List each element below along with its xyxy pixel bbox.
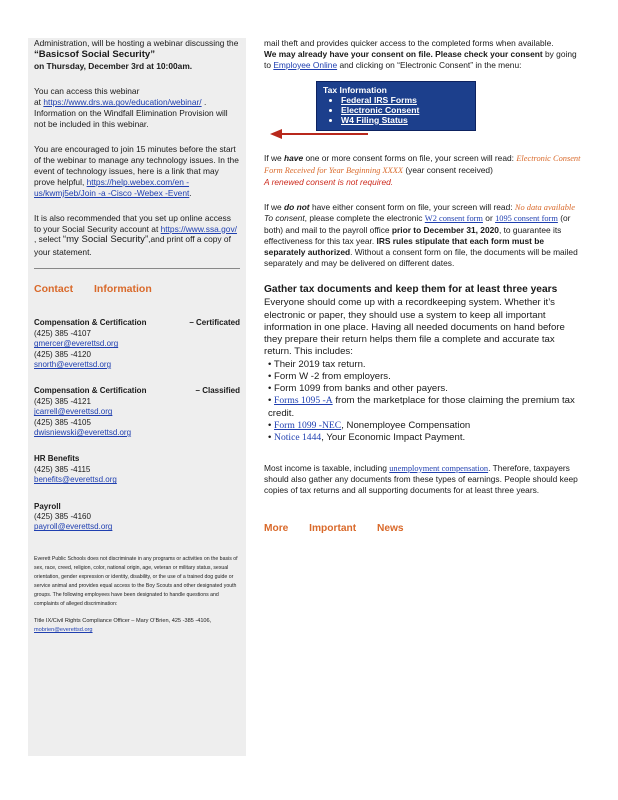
contact-phone: (425) 385 -4105 — [34, 417, 91, 427]
renewed-note: A renewed consent is not required. — [264, 176, 394, 187]
consent-received-message: Electronic Consent Form Received for Year Beginning XXXX — [264, 153, 581, 175]
contact-email-link[interactable]: jcarrell@everettsd.org — [34, 407, 113, 417]
contact-title: Payroll — [34, 501, 61, 511]
contact-title: HR Benefits — [34, 454, 80, 464]
list-item: • Notice 1444, Your Economic Impact Payment. — [268, 432, 466, 444]
ssa-link[interactable]: https://www.ssa.gov/ — [160, 223, 237, 234]
contact-phone: (425) 385 -4160 — [34, 511, 91, 521]
contact-phone: (425) 385 -4107 — [34, 328, 91, 338]
contact-block — [34, 318, 240, 370]
no-consent-paragraph: If we do not have either consent form on file, your screen will read: No data available To consent, please complete the electronic W2 consent form or 1095 consent form (or both) and mail to the payroll office prior to December 31, 2020, to guarantee its effectiveness for this tax year. IRS rules stipulate that each form must be separately authorized. Without a consent form on file, the documents will be mailed separately and may be delivered on different dates. — [264, 201, 578, 269]
section-divider — [34, 268, 240, 269]
tax-menu-title: Tax Information — [323, 84, 387, 95]
employee-online-link[interactable]: Employee Online — [273, 59, 338, 70]
contact-title: Compensation & Certification – Certificated — [34, 318, 240, 328]
gather-body: Everyone should come up with a recordkeeping system. Whether it’s electronic or paper, they should use a system to keep all important information in one place. Having all needed documents on hand before they prepare their return helps them file a complete and accurate tax return. This includes: • Their 2019 tax return. • Form W -2 from employers. • Form 1099 from banks and other payers. • Forms 1095 -A from the marketplace for those claiming the premium tax credit. • Form 1099 -NEC, Nonemployee Compensation • Notice 1444, Your Economic Impact Payment. — [264, 297, 582, 444]
1095-consent-link[interactable]: 1095 consent form — [495, 214, 558, 224]
contact-list — [28, 318, 246, 532]
list-item: • Form 1099 -NEC, Nonemployee Compensation — [268, 419, 471, 431]
w2-consent-link[interactable]: W2 consent form — [424, 214, 483, 224]
form-1099nec-link[interactable]: Form 1099 -NEC — [274, 419, 342, 431]
my-social-security: “my Social Security” — [62, 234, 149, 246]
encourage-paragraph: You are encouraged to join 15 minutes before the start of the webinar to manage any technology issues. In the event of technology issues, here is a link that may prove helpful, https://help.webex.com/en -us/kwmj5eb/Join -a -Cisco -Webex -Event. — [34, 144, 239, 198]
contact-block — [34, 502, 240, 533]
gather-heading: Gather tax documents and keep them for at least three years — [264, 284, 558, 296]
title-ix-email[interactable]: mobrien@everettsd.org — [34, 626, 93, 633]
contact-block — [34, 386, 240, 438]
tax-information-menu — [316, 81, 476, 131]
access-paragraph: You can access this webinar at https://www.drs.wa.gov/education/webinar/ . Information on the Windfall Elimination Provision will not be included in this webinar. — [34, 86, 228, 130]
webinar-topic: “Basicsof Social Security” — [34, 48, 156, 60]
list-item: • Forms 1095 -A from the marketplace for those claiming the premium tax credit. — [268, 395, 575, 419]
tax-info-illustration — [264, 81, 582, 135]
title-ix-officer: Title IX/Civil Rights Compliance Officer – Mary O’Brien, 425 -385 -4106, mobrien@everettsd.org — [34, 618, 212, 633]
menu-item-federal-irs-forms[interactable]: • Federal IRS Forms — [341, 96, 469, 106]
menu-item-electronic-consent[interactable]: • Electronic Consent — [341, 106, 469, 116]
red-arrow-icon — [270, 129, 370, 139]
contact-phone: (425) 385 -4120 — [34, 349, 91, 359]
forms-1095a-link[interactable]: Forms 1095 -A — [274, 395, 333, 407]
list-item: • Form W -2 from employers. — [268, 370, 391, 382]
unemployment-link[interactable]: unemployment compensation — [389, 463, 489, 473]
main-column — [264, 38, 582, 536]
no-data-message: No data available — [514, 202, 575, 212]
contact-email-link[interactable]: dwisniewski@everettsd.org — [34, 428, 132, 437]
contact-title: Compensation & Certification – Classified — [34, 386, 240, 396]
notice-1444-link[interactable]: Notice 1444 — [274, 432, 322, 444]
contact-block — [34, 454, 240, 485]
have-consent-paragraph: If we have one or more consent forms on file, your screen will read: Electronic Consent Form Received for Year Beginning XXXX (year consent received) A renewed consent is not required. — [264, 152, 581, 187]
list-item: • Their 2019 tax return. — [268, 358, 366, 370]
contact-email-link[interactable]: gmercer@everettsd.org — [34, 339, 119, 349]
webex-link[interactable]: https://help.webex.com/en -us/kwmj5eb/Join -a -Cisco -Webex -Event — [34, 176, 190, 198]
ssa-paragraph: It is also recommended that you set up online access to your Social Security account at https://www.ssa.gov/ , select “my Social Security”,and print off a copy of your statement. — [34, 212, 237, 257]
gather-section — [264, 283, 582, 444]
webinar-paragraph: Administration, will be hosting a webinar discussing the “Basicsof Social Security” on Thursday, December 3rd at 10:00am. — [34, 38, 239, 72]
webinar-link[interactable]: https://www.drs.wa.gov/education/webinar/ — [43, 97, 202, 108]
contact-email-link[interactable]: snorth@everettsd.org — [34, 360, 112, 370]
contact-phone: (425) 385 -4121 — [34, 396, 91, 406]
contact-email-link[interactable]: payroll@everettsd.org — [34, 522, 113, 532]
left-sidebar — [28, 38, 246, 756]
income-paragraph: Most income is taxable, including unemployment compensation. Therefore, taxpayers should also gather any documents from these types of earnings. People should keep copies of tax returns and all supporting documents for at least three years. — [264, 462, 578, 496]
list-item: • Form 1099 from banks and other payers. — [268, 383, 448, 395]
contact-heading: Contact Information — [34, 282, 152, 295]
contact-phone: (425) 385 -4115 — [34, 464, 91, 474]
more-news-heading: More Important News — [264, 523, 404, 535]
theft-paragraph: mail theft and provides quicker access to the completed forms when available. We may already have your consent on file. Please check your consent by going to Employee Online and clicking on “Electronic Consent” in the menu: — [264, 38, 577, 70]
webinar-date: on Thursday, December 3rd at 10:00am. — [34, 61, 193, 72]
nondiscrimination-statement: Everett Public Schools does not discriminate in any programs or activities on the basis of sex, race, creed, religion, color, national origin, age, veteran or military status, sexual orientation, gender expression or identity, disability, or the use of a trained dog guide or service animal and provides equal access to the Boy Scouts and other designated youth groups. The following employees have been designated to handle questions and complaints of alleged discrimination: — [34, 555, 238, 608]
contact-email-link[interactable]: benefits@everettsd.org — [34, 475, 117, 485]
menu-item-w4-filing-status[interactable]: • W4 Filing Status — [341, 116, 469, 126]
